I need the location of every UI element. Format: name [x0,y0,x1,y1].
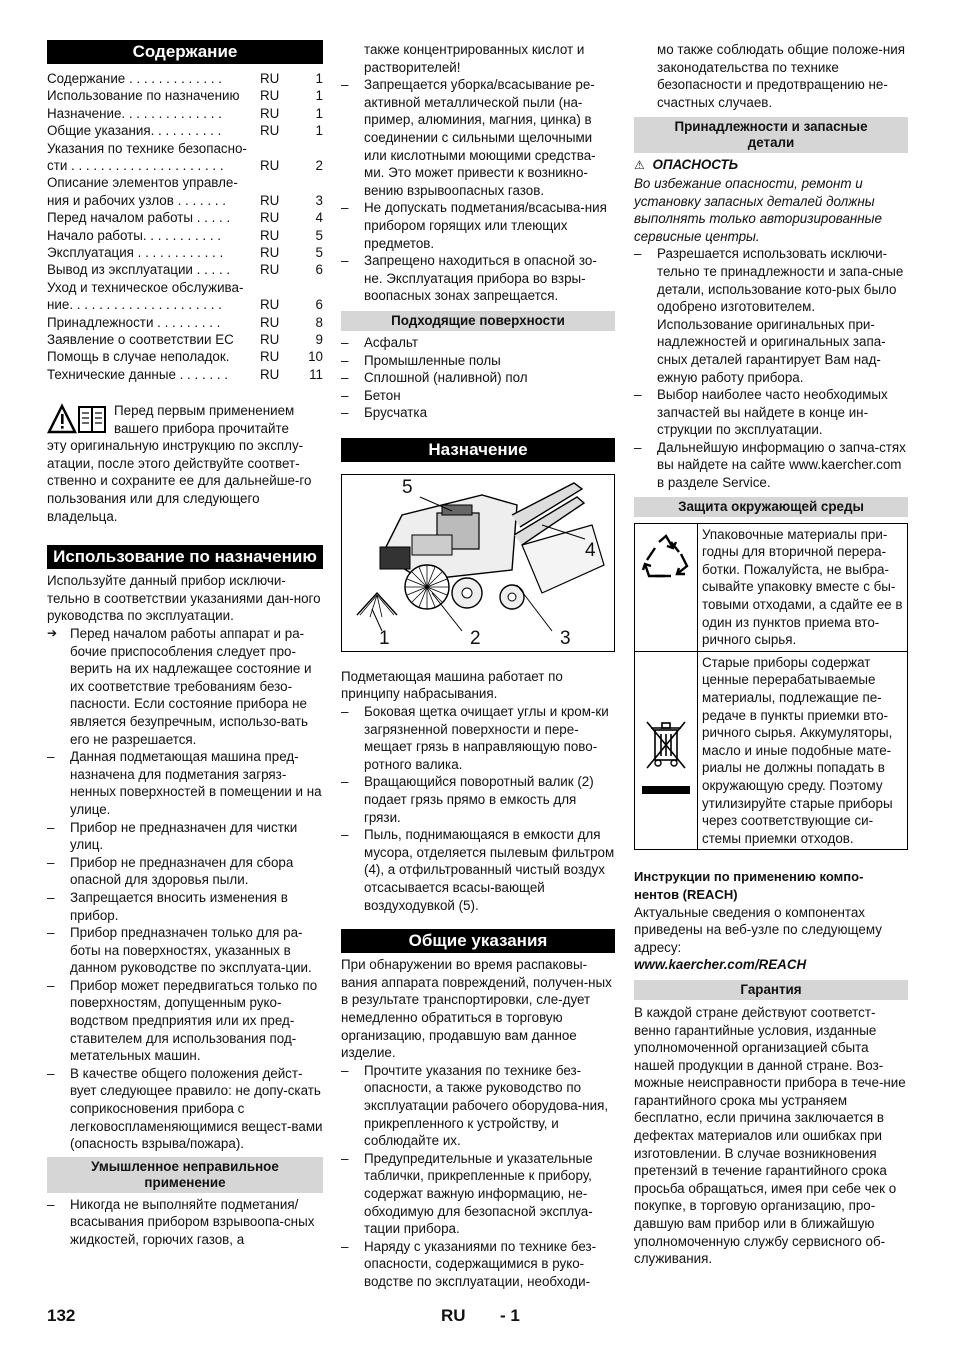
toc-page: 1 [315,88,323,104]
label-2: 2 [470,627,481,649]
toc-lang: RU [260,88,280,104]
toc-row [47,244,323,261]
toc-lang: RU [260,210,280,226]
toc-title: Технические данные . . . . . . . [47,366,228,382]
toc-row [47,105,323,122]
surfaces-heading: Подходящие поверхности [341,311,615,331]
toc-entry [47,70,323,87]
reach-heading: Инструкции по применению компо-нентов (REACH) [634,869,864,902]
toc-title: сти . . . . . . . . . . . . . . . . . . . . . [47,157,224,173]
toc-entry [47,348,323,365]
label-1: 1 [379,627,390,649]
misuse-list [341,76,615,305]
toc-page: 10 [308,349,323,365]
general-heading: Общие указания [341,929,615,953]
footer-section: - 1 [500,1306,520,1325]
toc-page: 1 [315,105,323,121]
toc-page: 3 [315,192,323,208]
list-item: – Прибор не предназначен для сбора опасной для здоровья пыли. [47,854,323,889]
toc-title: Назначение. . . . . . . . . . . . . . [47,105,222,121]
toc-page: 1 [315,123,323,139]
toc-lang: RU [260,314,280,330]
general-list [341,1062,615,1291]
toc-row [47,314,323,331]
toc-title: Начало работы. . . . . . . . . . . [47,227,221,243]
toc-lang: RU [260,297,280,313]
list-item: – В качестве общего положения дейст-вует следующее правило: не допу-скать соприкосновения прибора с легковоспламеняющимися вещест-вами (опасность взрыва/пожара). [47,1065,323,1153]
environment-text: Упаковочные материалы при-годны для вторичной перера-ботки. Пожалуйста, не выбра-сывайте упаковку вместе с бы-товыми отходами, а сдайте ее в один из пунктов приема вто-ричного сырья. [702,526,903,648]
warranty-text: В каждой стране действуют соответст-венно гарантийные условия, изданные уполномоченной организацией сбыта нашей продукции в данной стране. Воз-можные неисправности прибора в тече-ние гарантийного срока мы устраняем бесплатно, если причина заключается в дефектах материалов или ошибках при изготовлении. В случае возникновения претензий в течение гарантийного срока просьба обращаться, имея при себе чек о покупке, в торговую организацию, про-давшую вам прибор или в ближайшую уполномоченную службу сервисного об-служивания. [634,1004,906,1267]
toc-row [47,157,323,174]
toc-title: Заявление о соответствии ЕС [47,331,234,347]
toc-title-line: Уход и техническое обслужива- [47,279,244,295]
toc-list [47,70,323,383]
warning-line-1: Перед первым применением [114,403,295,419]
list-item: – Запрещается уборка/всасывание ре-активной металлической пыли (на-пример, алюминия, магния, цинка) в соединении с сильными щелочными или кислотными моющими средства-ми. Это может привести к возникно-вению взрывоопасных газов. [341,76,615,199]
toc-title: ние. . . . . . . . . . . . . . . . . . . . . [47,297,222,313]
danger-label [634,156,908,175]
list-item: – Вращающийся поворотный валик (2) подает грязь прямо в емкость для грязи. [341,773,615,826]
toc-entry [47,331,323,348]
page-number: 132 [47,1306,76,1325]
purpose-heading: Назначение [341,438,615,462]
list-item: – Выбор наиболее часто необходимых запчастей вы найдете в конце ин-струкции по эксплуатации. [634,386,908,439]
toc-entry [47,244,323,261]
list-item: – Сплошной (наливной) пол [341,369,615,387]
list-item: – Разрешается использовать исключи-тельно те принадлежности и запа-сные детали, использование кото-рых было одобрено изготовителем. Использование оригинальных при-надлежностей и оригинальных запа-сных деталей гарантирует Вам над-ежную работу прибора. [634,245,908,386]
toc-title: Эксплуатация . . . . . . . . . . . . [47,244,224,260]
misuse-heading: Умышленное неправильное применение [47,1157,323,1193]
toc-title: Принадлежности . . . . . . . . . [47,314,221,330]
toc-page: 11 [309,366,323,382]
toc-lang: RU [260,105,280,121]
reach-url[interactable]: www.kaercher.com/REACH [634,957,807,973]
footer-lang: RU [441,1306,466,1325]
toc-title: Содержание . . . . . . . . . . . . . [47,71,222,86]
toc-row [47,261,323,278]
sweeper-drawing [342,475,614,651]
toc-entry [47,227,323,244]
toc-lang: RU [260,244,280,260]
toc-entry [47,140,323,175]
list-item: – Запрещено находиться в опасной зо-не. Эксплуатация прибора во взры-воопасных зонах запрещается. [341,252,615,305]
toc-row [47,331,323,348]
list-item: – Прибор предназначен только для ра-боты на поверхностях, указанных в данном руководстве по эксплуата-ции. [47,924,323,977]
column-1 [47,40,323,1249]
list-item: – Дальнейшую информацию о запча-стях вы найдете на сайте www.kaercher.com в разделе Service. [634,439,908,492]
misuse-item: – Никогда не выполняйте подметания/ всасывания прибором взрывоопа-сных жидкостей, горючих газов, а [47,1196,323,1249]
list-item: – Пыль, поднимающаяся в емкости для мусора, отделяется пылевым фильтром (4), а отфильтрованный чистый воздух отсасывается всасы-вающей воздуходувкой (5). [341,826,615,914]
toc-entry [47,105,323,122]
toc-lang: RU [260,262,280,278]
list-item: – Запрещается вносить изменения в прибор. [47,889,323,924]
warning-intro [47,402,323,525]
label-4: 4 [585,539,596,561]
toc-title: ния и рабочих узлов . . . . . . . [47,192,226,208]
list-item: – Прибор может передвигаться только по поверхностям, допущенным руко-водством предприятия или их пред-ставителем для использования под-метательных машин. [47,977,323,1065]
reach-text: Актуальные сведения о компонентах приведены на веб-узле по следующему адресу: [634,904,882,955]
environment-row [635,524,907,652]
toc-lang: RU [260,366,280,382]
list-item: – Промышленные полы [341,352,615,370]
list-item: – Данная подметающая машина пред-назначена для подметания загряз-ненных поверхностей в помещении и на улице. [47,748,323,818]
purpose-list [341,703,615,914]
toc-page: 1 [315,71,323,86]
toc-title: Вывод из эксплуатации . . . . . [47,262,231,278]
column-3 [634,41,908,1268]
list-item: – Бетон [341,387,615,405]
toc-title: Общие указания. . . . . . . . . . [47,123,222,139]
toc-page: 2 [315,157,323,173]
toc-row [47,348,323,365]
list-item: – Брусчатка [341,404,615,422]
misuse-item-continued: также концентрированных кислот и растворителей! [364,42,585,75]
general-item: – Наряду с указаниями по технике без-опасности, содержащимися в руко-водстве по эксплуатации, необходи- [341,1238,615,1291]
toc-entry [47,261,323,278]
toc-page: 6 [315,297,323,313]
warranty-heading: Гарантия [634,980,908,1000]
toc-page: 8 [315,314,323,330]
toc-lang: RU [260,227,280,243]
general-item-continued: мо также соблюдать общие положе-ния законодательства по технике безопасности и предотвращению не-счастных случаев. [657,42,905,110]
toc-entry [47,366,323,383]
toc-lang: RU [260,349,280,365]
toc-page: 9 [315,331,323,347]
toc-row [47,296,323,313]
toc-page: 5 [315,227,323,243]
toc-page: 6 [315,262,323,278]
general-item: – Предупредительные и указательные таблички, прикрепленные к прибору, содержат важную информацию, не-обходимую для безопасной эксплуа-тации прибора. [341,1150,615,1238]
surfaces-list [341,334,615,422]
warning-text: эту оригинальную инструкцию по эксплу-атации, после этого действуйте соответ-ственно и сохраните ее для дальнейше-го пользования или для следующего владельца. [47,438,312,524]
usage-arrow-item: ➔ Перед началом работы аппарат и ра-бочие приспособления следует про-верить на их надлежащее состояние и их соответствие требованиям безо-пасности. Если состояние прибора не является безупречным, использо-вать его не разрешается. [47,625,323,748]
environment-row [635,652,907,850]
danger-notice [634,156,908,245]
toc-lang: RU [260,331,280,347]
toc-lang: RU [260,157,280,173]
list-item: – Боковая щетка очищает углы и кром-ки загрязненной поверхности и пере-мещает грязь в направляющую пово-ротного валика. [341,703,615,773]
toc-title: Использование по назначению [47,88,240,104]
purpose-intro: Подметающая машина работает по принципу набрасывания. [341,668,563,702]
general-item: – Прочтите указания по технике без-опасности, а также руководство по эксплуатации рабочего оборудова-ния, прикрепленного к устройству, и соблюдайте их. [341,1062,615,1150]
recycle-icon [635,524,698,651]
sweeper-illustration [341,474,615,652]
usage-intro: Используйте данный прибор исключи-тельно в соответствии указаниями дан-ного руководства по эксплуатации. [47,573,321,624]
toc-heading: Содержание [47,40,323,64]
environment-heading: Защита окружающей среды [634,497,908,517]
toc-entry [47,279,323,314]
toc-row [47,366,323,383]
toc-row [47,192,323,209]
toc-entry [47,174,323,209]
toc-row [47,87,323,104]
toc-lang: RU [260,71,280,86]
warning-triangle-icon: ⚠ [634,158,645,173]
toc-entry [47,122,323,139]
toc-lang: RU [260,123,280,139]
toc-title: Помощь в случае неполадок. [47,349,230,365]
crossed-bin-icon [635,652,698,850]
accessories-list [634,245,908,491]
danger-text: Во избежание опасности, ремонт и установку запасных деталей должны выполнять только авторизированные сервисные центры. [634,175,882,244]
toc-row [47,70,323,87]
toc-entry [47,209,323,226]
label-5: 5 [402,476,413,498]
toc-title-line: Указания по технике безопасно- [47,140,247,156]
environment-table [634,523,908,851]
general-intro: При обнаружении во время распаковы-вания аппарата повреждений, получен-ных в результате транспортировки, сле-дует немедленно обратиться в торговую организацию, продавшую вам данное изделие. [341,957,612,1061]
environment-text: Старые приборы содержат ценные перерабатываемые материалы, подлежащие пе-редаче в пункты приемки вто-ричного сырья. Аккумуляторы, масло и иные подобные мате-риалы не должны попадать в окружающую среду. Поэтому утилизируйте старые приборы через соответствующие си-стемы приемки отходов. [702,654,893,846]
accessories-heading: Принадлежности и запасные детали [634,117,908,153]
usage-list [47,748,323,1153]
label-3: 3 [560,627,571,649]
list-item: – Прибор не предназначен для чистки улиц. [47,819,323,854]
toc-title-line: Описание элементов управле- [47,175,238,191]
warning-manual-icon [47,402,108,436]
danger-label-text: ОПАСНОСТЬ [652,157,739,173]
toc-row [47,209,323,226]
toc-row [47,122,323,139]
list-item: – Не допускать подметания/всасыва-ния прибором горящих или тлеющих предметов. [341,199,615,252]
toc-row [47,227,323,244]
toc-page: 4 [315,210,323,226]
column-2 [341,41,615,1290]
toc-title: Перед началом работы . . . . . [47,210,231,226]
list-item: – Асфальт [341,334,615,352]
warning-line-2: вашего прибора прочитайте [114,420,289,436]
toc-lang: RU [260,192,280,208]
toc-page: 5 [315,244,323,260]
usage-heading: Использование по назначению [47,545,323,569]
toc-entry [47,87,323,104]
toc-entry [47,314,323,331]
